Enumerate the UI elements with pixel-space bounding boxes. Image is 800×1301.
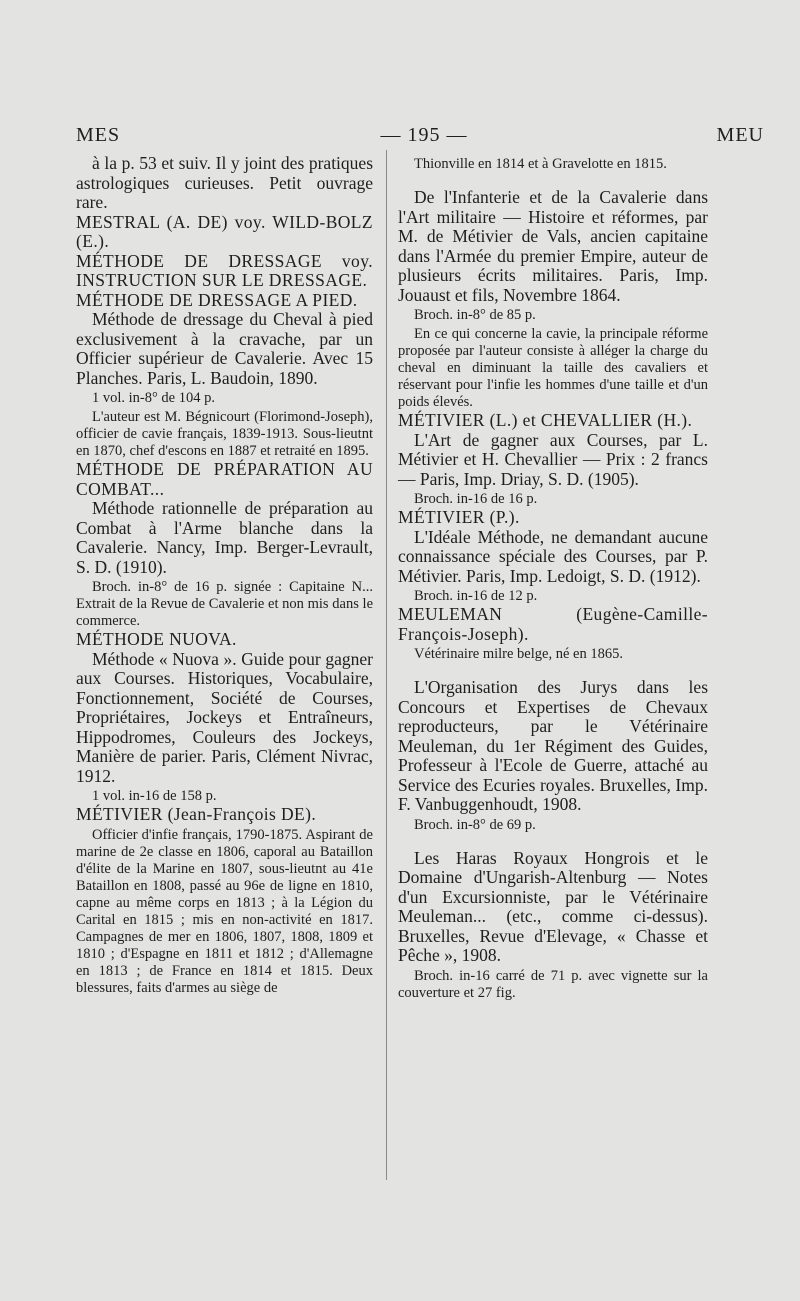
header-right: MEU — [716, 124, 764, 146]
entry-heading: MÉTHODE DE DRESSAGE A PIED. — [76, 289, 358, 310]
running-header — [76, 124, 772, 154]
entry-note: Broch. in-8° de 16 p. signée : Capitaine N... Extrait de la Revue de Cavalerie et non mis dans le commerce. — [76, 579, 373, 629]
entry-text: Méthode rationnelle de préparation au Combat à l'Arme blanche dans la Cavalerie. Nancy, Imp. Berger-Levrault, S. D. (1910). — [76, 498, 373, 577]
entry-text: L'Idéale Méthode, ne demandant aucune connaissance spéciale des Courses, par P. Métivier. Paris, Imp. Ledoigt, S. D. (1912). — [398, 526, 708, 586]
right-column — [398, 154, 708, 1002]
entry-heading: MÉTHODE NUOVA. — [76, 629, 237, 649]
entry-heading: MÉTIVIER (P.). — [398, 507, 520, 527]
column-divider — [386, 150, 387, 1180]
entry-note: Broch. in-8° de 69 p. — [414, 816, 536, 833]
entry-text: Méthode de dressage du Cheval à pied exclusivement à la cravache, par un Officier supérieur de Cavalerie. Avec 15 Planches. Paris, L. Baudoin, 1890. — [76, 309, 373, 388]
page-number: — 195 — — [380, 124, 468, 146]
entry-note: Broch. in-16 de 12 p. — [414, 588, 538, 604]
entry-text: L'Organisation des Jurys dans les Concours et Expertises de Chevaux reproducteurs, par le Vétérinaire Meuleman, du 1er Régiment des Guides, Professeur à l'Ecole de Guerre, attaché au Service des Ecuries royales. Bruxelles, Imp. F. Vanbuggenhoudt, 1908. — [398, 677, 708, 814]
entry-heading: MÉTIVIER (Jean-François DE). — [76, 804, 317, 824]
entry-note: Officier d'infie français, 1790-1875. Aspirant de marine de 2e classe en 1806, caporal au Bataillon d'élite de la Marine en 1807, sous-lieutnt au 41e Bataillon en 1808, passé au 96e de ligne en 1810, capne au même corps en 1813 ; à la Légion du Carital en 1815 ; mis en non-activité en 1817. Campagnes de mer en 1806, 1807, 1808, 1809 et 1810 ; d'Espagne en 1811 et 1812 ; d'Allemagne en 1813 ; de France en 1814 et 1815. Deux blessures, faits d'armes au siège de — [76, 826, 373, 996]
entry-heading: MÉTHODE DE PRÉPARATION AU COMBAT... — [76, 459, 373, 499]
entry-text: à la p. 53 et suiv. Il y joint des pratiques astrologiques curieuses. Petit ouvrage rare. — [76, 153, 373, 212]
header-left: MES — [76, 124, 121, 146]
entry-heading: MEULEMAN (Eugène-Camille-François-Joseph). — [398, 604, 708, 644]
entry-note: Broch. in-16 de 16 p. — [414, 491, 538, 507]
entry-note: Broch. in-16 carré de 71 p. avec vignette sur la couverture et 27 fig. — [398, 967, 708, 1001]
entry-note: Vétérinaire milre belge, né en 1865. — [414, 646, 623, 662]
entry-note: L'auteur est M. Bégnicourt (Florimond-Joseph), officier de cavie français, 1839-1913. Sous-lieutnt en 1870, chef d'escons en 1887 et retraité en 1895. — [76, 409, 373, 459]
entry-note: En ce qui concerne la cavie, la principale réforme proposée par l'auteur consiste à alléger la charge du cheval en diminuant la taille des cavaliers et réservant pour l'infie les hommes d'une taille et d'un poids élevés. — [398, 326, 708, 410]
entry-text: De l'Infanterie et de la Cavalerie dans l'Art militaire — Histoire et réformes, par M. de Métivier de Vals, ancien capitaine dans l'Armée du premier Empire, auteur de plusieurs écrits militaires. Paris, Imp. Jouaust et fils, Novembre 1864. — [398, 187, 708, 305]
entry-heading: MÉTIVIER (L.) et CHEVALLIER (H.). — [398, 410, 693, 430]
entry-note: 1 vol. in-16 de 158 p. — [92, 788, 217, 804]
entry-text: L'Art de gagner aux Courses, par L. Métivier et H. Chevallier — Prix : 2 francs — Paris, Imp. Driay, S. D. (1905). — [398, 429, 708, 489]
entry-heading: MÉTHODE DE DRESSAGE voy. INSTRUCTION SUR LE DRESSAGE. — [76, 250, 373, 290]
entry-note: 1 vol. in-8° de 104 p. — [92, 390, 215, 406]
entry-heading: MESTRAL (A. DE) voy. WILD-BOLZ (E.). — [76, 211, 373, 251]
entry-note: Broch. in-8° de 85 p. — [414, 307, 536, 323]
entry-note: Thionville en 1814 et à Gravelotte en 1815. — [414, 156, 667, 172]
left-column — [76, 154, 373, 997]
entry-text: Les Haras Royaux Hongrois et le Domaine d'Ungarish-Altenburg — Notes d'un Excursionniste, par le Vétérinaire Meuleman... (etc., comme ci-dessus). Bruxelles, Revue d'Elevage, « Chasse et Pêche », 1908. — [398, 847, 708, 965]
entry-text: Méthode « Nuova ». Guide pour gagner aux Courses. Historiques, Vocabulaire, Fonctionnement, Société de Courses, Propriétaires, Jockeys et Entraîneurs, Hippodromes, Couleurs des Jockeys, Manière de parier. Paris, Clément Nivrac, 1912. — [76, 648, 373, 786]
